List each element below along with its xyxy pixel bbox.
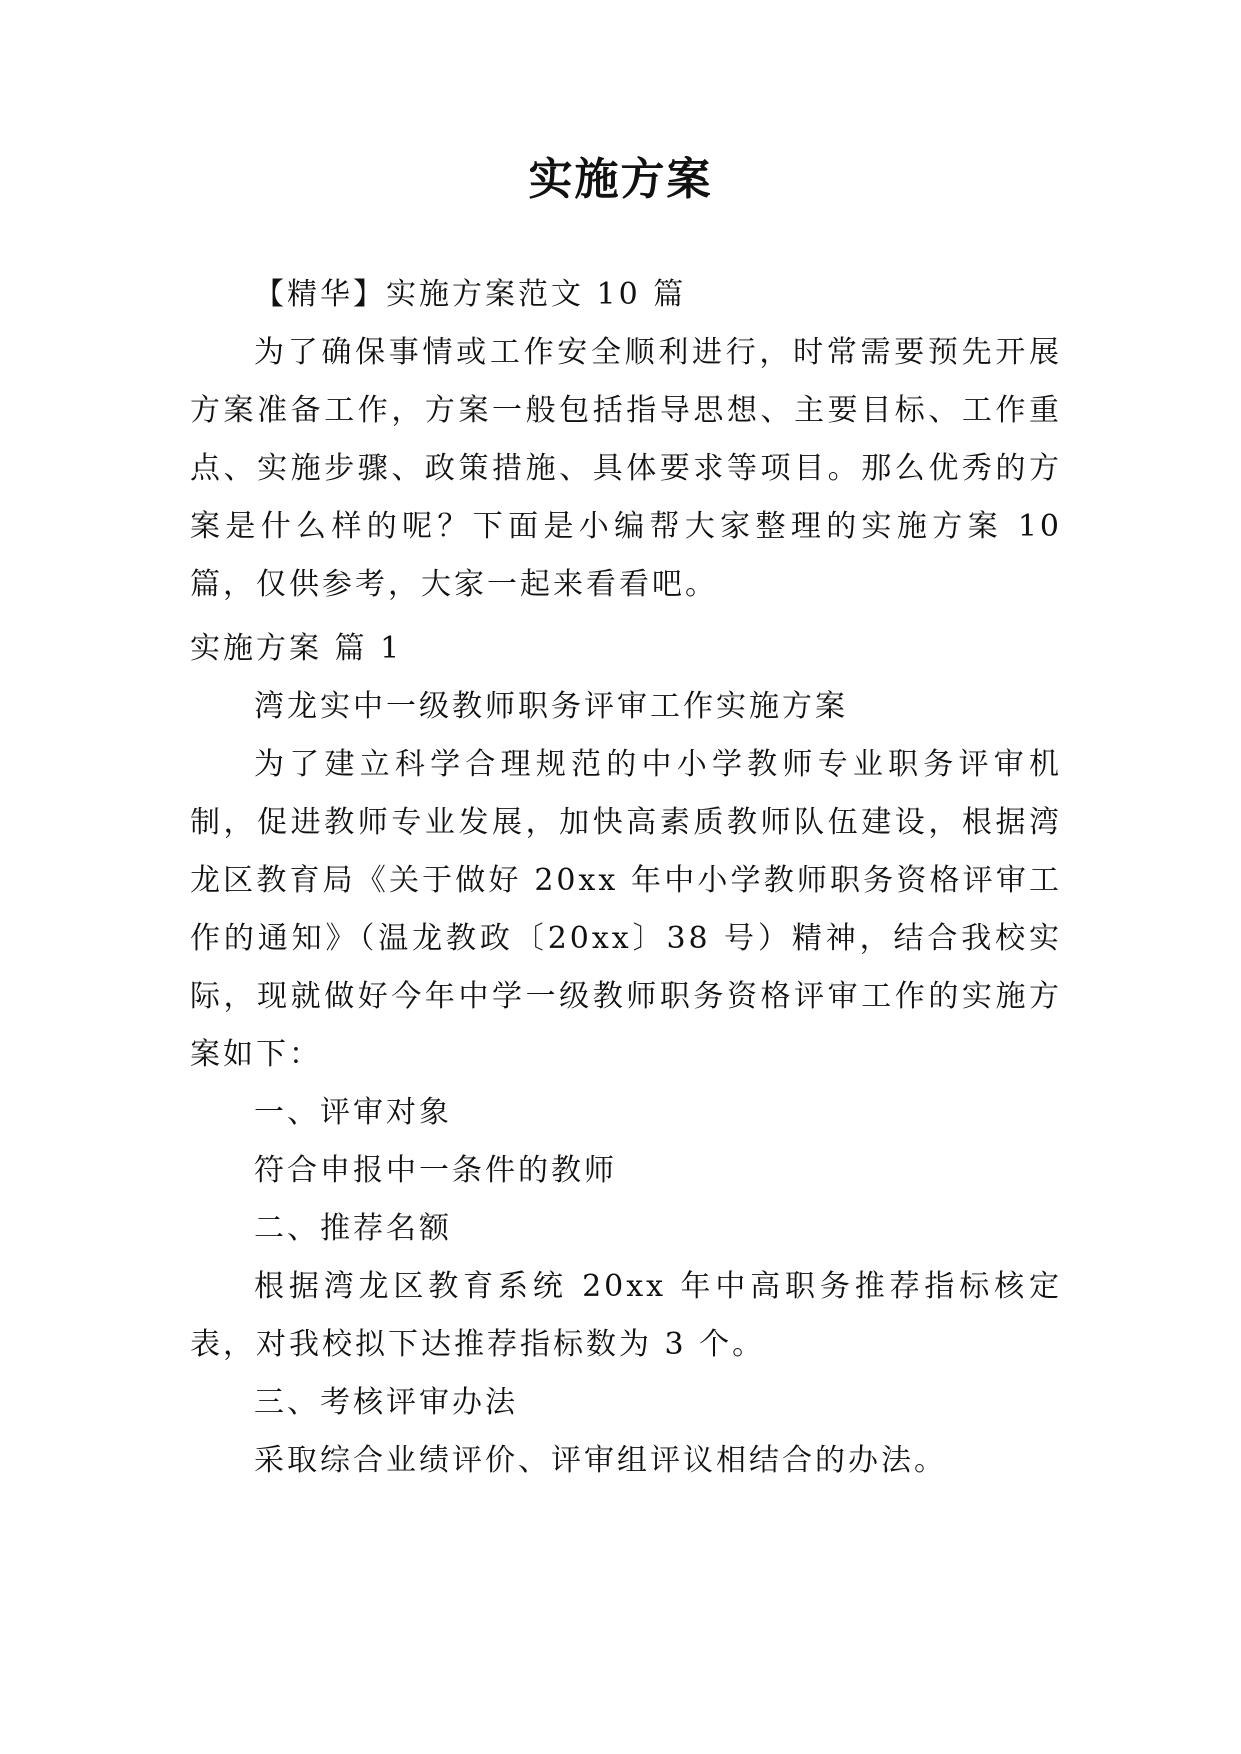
section-text-2: 根据湾龙区教育系统 20xx 年中高职务推荐指标核定表，对我校拟下达推荐指标数为 3 个。	[190, 1269, 1062, 1362]
section-label: 实施方案 篇 1	[190, 631, 403, 666]
section-heading-2: 二、推荐名额	[254, 1211, 452, 1246]
section-paragraph: 为了建立科学合理规范的中小学教师专业职务评审机制，促进教师专业发展，加快高素质教师队伍建设，根据湾龙区教育局《关于做好 20xx 年中小学教师职务资格评审工作的通知》（温龙教政〔20xx〕38 号）精神，结合我校实际，现就做好今年中学一级教师职务资格评审工作的实施方案如下：	[190, 747, 1062, 1072]
section-heading-1: 一、评审对象	[254, 1095, 452, 1130]
intro-heading: 【精华】实施方案范文 10 篇	[254, 277, 687, 312]
section-1	[190, 620, 1062, 1490]
section-text-3: 采取综合业绩评价、评审组评议相结合的办法。	[254, 1443, 947, 1478]
intro-paragraph: 为了确保事情或工作安全顺利进行，时常需要预先开展方案准备工作，方案一般包括指导思想、主要目标、工作重点、实施步骤、政策措施、具体要求等项目。那么优秀的方案是什么样的呢？下面是小编帮大家整理的实施方案 10 篇，仅供参考，大家一起来看看吧。	[190, 335, 1062, 602]
section-subtitle: 湾龙实中一级教师职务评审工作实施方案	[254, 689, 848, 724]
section-text-1: 符合申报中一条件的教师	[254, 1153, 617, 1188]
document-title: 实施方案	[528, 154, 713, 205]
section-heading-3: 三、考核评审办法	[254, 1385, 518, 1420]
intro-section	[190, 266, 1062, 614]
